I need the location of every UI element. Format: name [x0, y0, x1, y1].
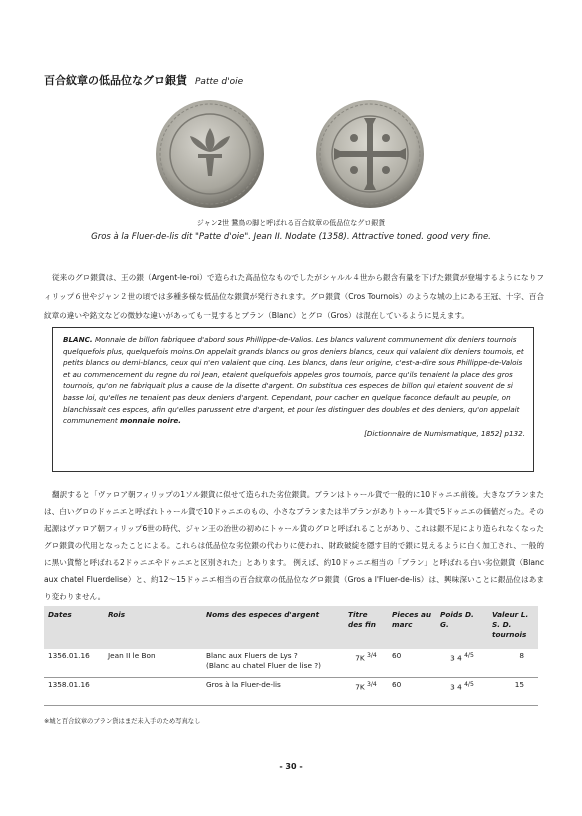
header-pieces: Pieces au marc [388, 606, 436, 649]
cell-nom-alt: (Blanc au chatel Fluer de lise ?) [206, 661, 322, 670]
cell-titre [344, 649, 388, 677]
cell-valeur: 15 [488, 677, 538, 705]
caption-japanese: ジャン2世 鵞鳥の脚と呼ばれる百合紋章の低品位なグロ銀貨 [196, 219, 386, 227]
cell-date: 1356.01.16 [44, 649, 104, 677]
header-noms: Noms des especes d'argent [202, 606, 344, 649]
header-titre: Titre des fin [344, 606, 388, 649]
quote-emphasis: monnaie noire. [119, 416, 181, 426]
cell-pieces: 60 [388, 649, 436, 677]
cell-roi [104, 677, 202, 705]
cell-nom [202, 677, 344, 705]
cross-coin-icon [314, 98, 426, 210]
title-text: 百合紋章の低品位なグロ銀貨 [44, 74, 187, 87]
cell-roi: Jean II le Bon [104, 649, 202, 677]
quote-lead: BLANC. [63, 335, 93, 344]
header-poids: Poids D. G. [436, 606, 488, 649]
translation-paragraph: 翻訳すると「ヴァロア朝フィリップの1ソル銀貨に似せて造られた劣位銀貨。ブランはトゥール貨で一般的に10ドゥニエ前後。大きなブランまたは、白いグロのドゥニエと呼ばれトゥール貨で10ドゥニエのもの、小さなブランまたは半ブランがありトゥール貨で5ドゥニエの価値だった。その起源はヴァロア朝フィリップ6世の時代、ジャン王の治世の初めにトゥール貨のグロと呼ばれることがあり、これは銀不足により造られなくなったグロ銀貨の代用となったことによる。これらは低品位な劣位銀の代わりに使われ、財政破綻を隠す目的で銀に見えるように白く加工され、一般的に黒い貨幣と呼ばれる2ドゥニエやドゥニエと区別された」とあります。 例えば、約10ドゥニエ相当の「ブラン」と呼ばれる白い劣位銀貨（Blanc aux chatel Fluerdelise）と、約12～15ドゥニエ相当の百合紋章の低品位なグロ銀貨（Gros a l'Fluer-de-lis）は、興味深いことに銀品位はあまり変わりません。 [44, 490, 544, 601]
cell-titre-main: 7K [355, 681, 365, 691]
cell-poids [436, 677, 488, 705]
coin-ledger-table [44, 606, 538, 706]
page-title [44, 72, 243, 88]
quote-body: Monnaie de billon fabriquee d'abord sous Phillippe-de-Valios. Les blancs valurent communement dix deniers tournois quelquefois plus, quelquefois moins.On appelait grands blancs ou gros deniers blancs, ceux qui valaient dix deniers toumois, et petits blancs ou demi-blancs, ceux qui n'en valaient que cinq. Les blancs, dans leur origine, c'est-a-dire sous Phillippe-de-Valois et au commencement du regne du roi Jean, etaient quelquefois appeles gros toumois, parce qu'ils tenaient la place des gros tournois, qu'on ne fabriquait plus a cause de la disette d'argent. On substitua ces especes de billon qui etaient souvent de si basse loi, qu'elles ne tenaient pas deux deniers d'argent. Cependant, pour cacher en quelque faconce default au peuple, on blanchissait ces espces, afin qu'elles parussent etre d'argent, et pour les distinguer des doubles et des deniers, qu'on appelait communement [63, 335, 524, 426]
caption-french: Gros à la Fluer-de-lis dit "Patte d'oie". Jean II. Nodate (1358). Attractive toned. good very fine. [91, 232, 491, 242]
cell-pieces: 60 [388, 677, 436, 705]
cell-nom [202, 649, 344, 677]
cell-titre-frac: 3/4 [366, 652, 377, 659]
footnote: ※城と百合紋章のブラン貨はまだ未入手のため写真なし [44, 718, 201, 725]
cell-valeur: 8 [488, 649, 538, 677]
intro-paragraph: 従来のグロ銀貨は、王の銀（Argent-le-roi）で造られた高品位なものでしたがシャルル４世から銀含有量を下げた銀貨が登場するようになりフィリップ６世やジャン２世の頃では多種多様な低品位な銀貨が発行されます。グロ銀貨（Cros Tournois）のような城の上にある王冠、十字、百合紋章の違いや銘文などの微妙な違いがあっても一見するとブラン（Blanc）とグロ（Gros）は混在しているように見えます。 [44, 273, 544, 320]
header-rois: Rois [104, 606, 202, 649]
cell-nom-main: Blanc aux Fluers de Lys ? [206, 651, 298, 660]
table-row [44, 649, 538, 677]
coin-photos [154, 98, 434, 210]
quote-source: [Dictionnaire de Numismatique, 1852] p132. [364, 428, 525, 438]
header-dates: Dates [44, 606, 104, 649]
cell-titre-frac: 3/4 [366, 680, 377, 688]
cell-titre-main: 7K [355, 653, 365, 663]
cell-poids-frac: 4/5 [464, 680, 474, 688]
table-row [44, 677, 538, 705]
cell-poids-main: 3 4 [450, 653, 462, 663]
header-valeur: Valeur L. S. D. tournois [488, 606, 538, 649]
cell-poids [436, 649, 488, 677]
dictionary-quote-box [52, 327, 534, 472]
table-header-row [44, 606, 538, 649]
title-subtitle: Patte d'oie [195, 77, 244, 87]
cell-poids-frac: 4/5 [464, 652, 474, 659]
fleur-de-lis-coin-icon [154, 98, 266, 210]
page-number: - 30 - [279, 762, 303, 771]
cell-titre [344, 677, 388, 705]
cell-nom-main: Gros à la Fluer-de-lis [206, 679, 281, 689]
cell-poids-main: 3 4 [450, 681, 462, 691]
cell-date: 1358.01.16 [44, 677, 104, 705]
dictionary-quote [63, 334, 525, 439]
